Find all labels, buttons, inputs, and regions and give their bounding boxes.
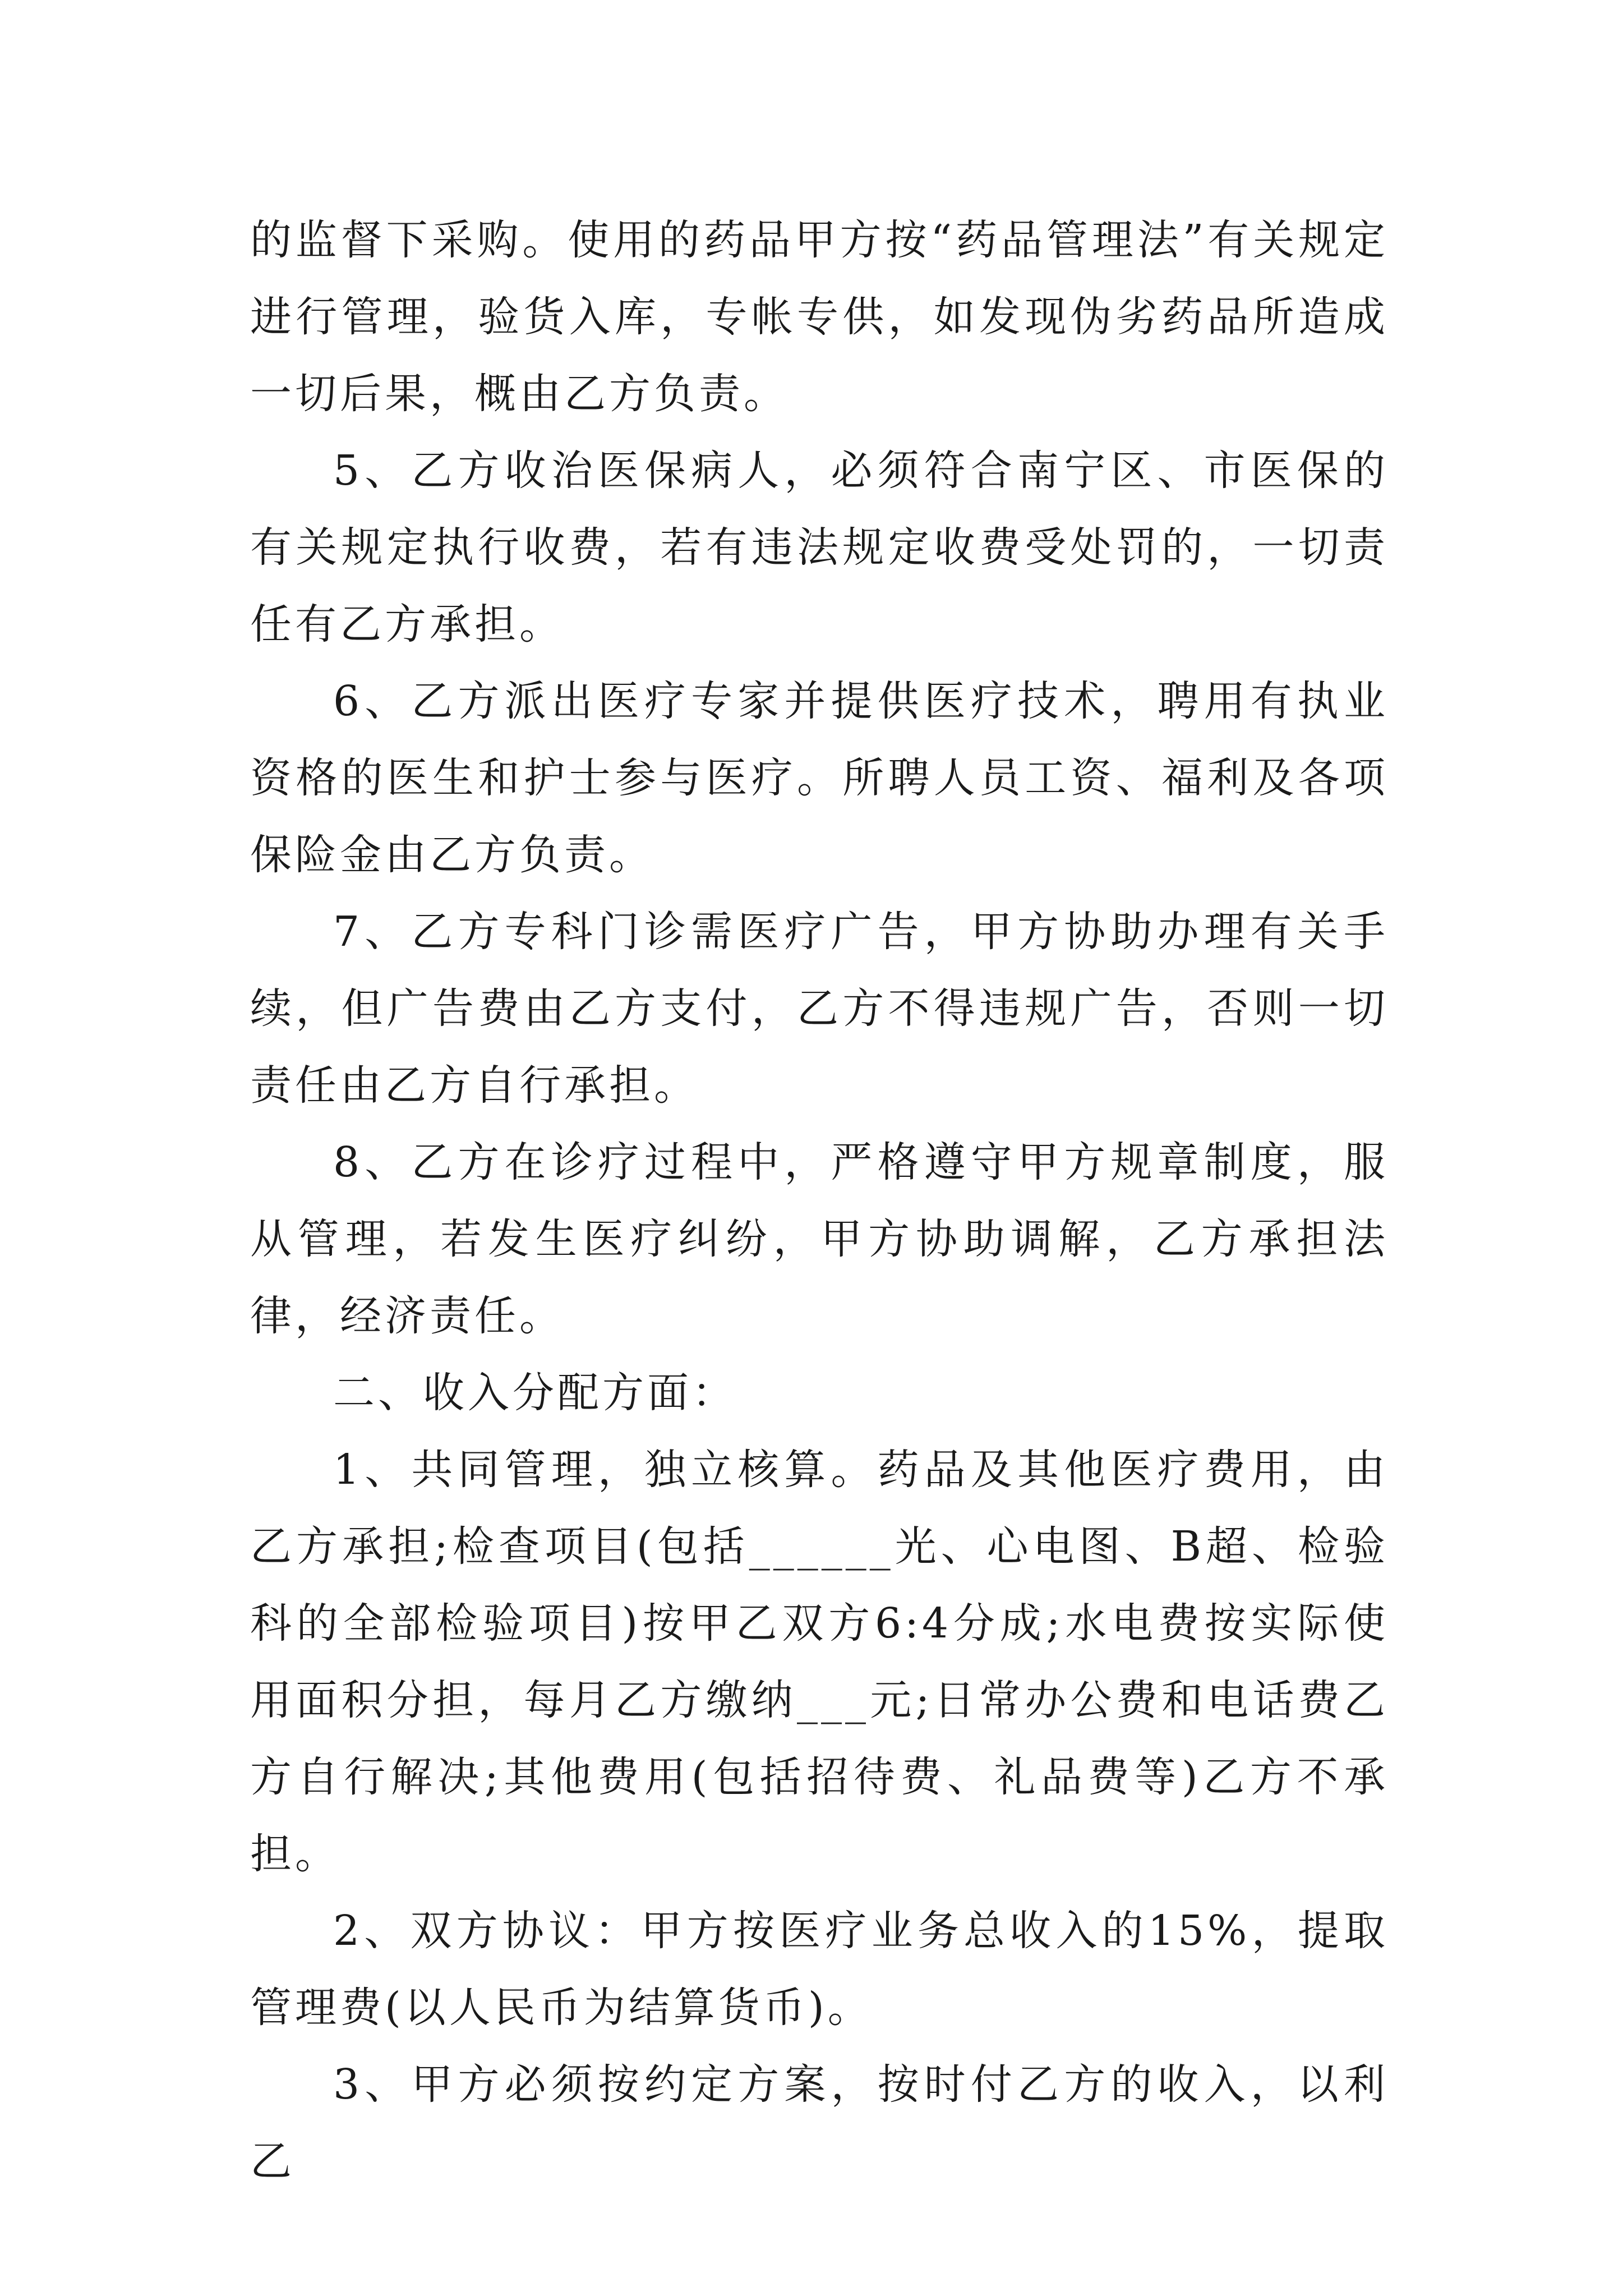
paragraph-income-1: 1、共同管理，独立核算。药品及其他医疗费用，由乙方承担;检查项目(包括______光、心电图、B超、检验科的全部检验项目)按甲乙双方6:4分成;水电费按实际使用面积分担，每月乙方缴纳___元;日常办公费和电话费乙方自行解决;其他费用(包括招待费、礼品费等)乙方不承担。 <box>250 1446 1389 1878</box>
paragraph-income-2: 2、双方协议：甲方按医疗业务总收入的15%，提取管理费(以人民币为结算货币)。 <box>250 1907 1389 2032</box>
paragraph-drug-management: 的监督下采购。使用的药品甲方按“药品管理法”有关规定进行管理，验货入库，专帐专供，如发现伪劣药品所造成一切后果，概由乙方负责。 <box>250 216 1389 418</box>
paragraph-income-3: 3、甲方必须按约定方案，按时付乙方的收入，以利乙 <box>250 2060 1389 2185</box>
paragraph-clause-6: 6、乙方派出医疗专家并提供医疗技术，聘用有执业资格的医生和护士参与医疗。所聘人员工资、福利及各项保险金由乙方负责。 <box>250 677 1389 879</box>
paragraph-clause-5: 5、乙方收治医保病人，必须符合南宁区、市医保的有关规定执行收费，若有违法规定收费受处罚的，一切责任有乙方承担。 <box>250 447 1389 648</box>
paragraph-clause-7: 7、乙方专科门诊需医疗广告，甲方协助办理有关手续，但广告费由乙方支付，乙方不得违规广告，否则一切责任由乙方自行承担。 <box>250 908 1389 1110</box>
section-heading-income: 二、收入分配方面： <box>333 1369 737 1417</box>
document-body <box>250 202 1389 2200</box>
paragraph-clause-8: 8、乙方在诊疗过程中，严格遵守甲方规章制度，服从管理，若发生医疗纠纷，甲方协助调解，乙方承担法律，经济责任。 <box>250 1138 1389 1340</box>
